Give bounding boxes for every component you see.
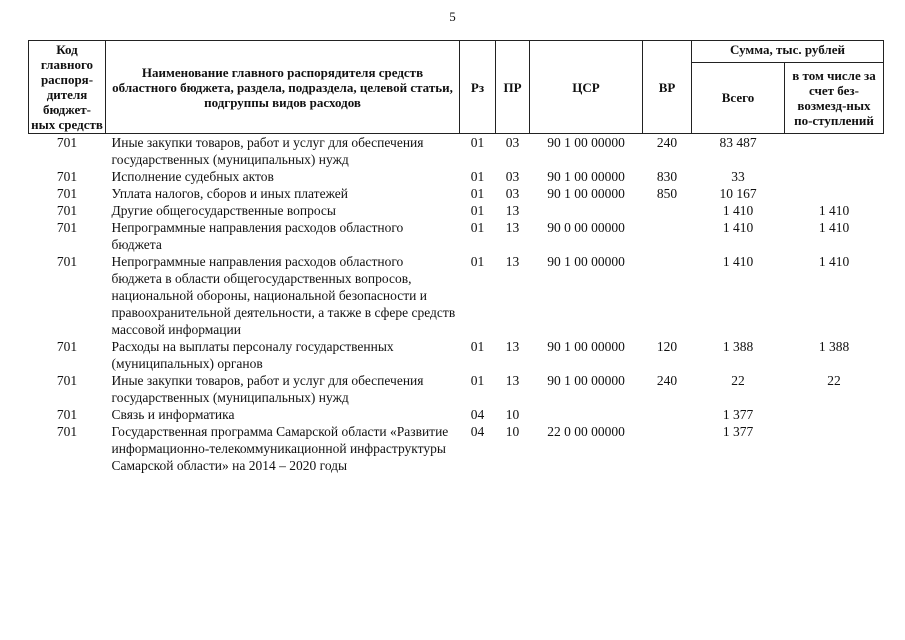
cell-csr: 90 1 00 00000 xyxy=(547,373,625,388)
cell-code: 701 xyxy=(56,254,78,269)
header-free: в том числе за счет без-возмезд-ных по-ступлений xyxy=(785,62,884,133)
cell-free xyxy=(785,406,884,423)
cell-total: 1 377 xyxy=(722,424,754,439)
table-row xyxy=(29,338,884,372)
cell-total: 1 410 xyxy=(722,203,754,218)
cell-pr: 03 xyxy=(505,169,520,184)
cell-name: Расходы на выплаты персоналу государственных (муниципальных) органов xyxy=(111,339,394,371)
page-number: 5 xyxy=(449,9,456,24)
header-code: Код главного распоря-дителя бюджет-ных средств xyxy=(29,41,106,134)
cell-csr xyxy=(530,202,643,219)
cell-pr: 10 xyxy=(505,424,520,439)
cell-name: Исполнение судебных актов xyxy=(111,169,274,184)
cell-pr: 03 xyxy=(505,186,520,201)
cell-vr xyxy=(643,253,692,338)
cell-total: 1 410 xyxy=(722,220,754,235)
cell-total: 33 xyxy=(731,169,745,184)
table-row xyxy=(29,168,884,185)
cell-pr: 13 xyxy=(505,339,520,354)
cell-name: Иные закупки товаров, работ и услуг для обеспечения государственных (муниципальных) нужд xyxy=(111,135,424,167)
cell-code: 701 xyxy=(56,407,78,422)
cell-free xyxy=(785,185,884,202)
cell-csr xyxy=(530,406,643,423)
header-csr: ЦСР xyxy=(530,41,643,134)
table-row xyxy=(29,372,884,406)
cell-vr: 120 xyxy=(656,339,678,354)
cell-total: 1 410 xyxy=(722,254,754,269)
cell-name: Уплата налогов, сборов и иных платежей xyxy=(111,186,348,201)
cell-code: 701 xyxy=(56,169,78,184)
table-body xyxy=(29,134,884,475)
cell-rz: 04 xyxy=(470,424,485,439)
cell-name: Непрограммные направления расходов областного бюджета xyxy=(111,220,404,252)
budget-table xyxy=(28,40,884,474)
cell-vr xyxy=(643,219,692,253)
header-total: Всего xyxy=(692,62,785,133)
cell-name: Непрограммные направления расходов областного бюджета в области общегосударственных вопросов, национальной обороны, национальной безопасности и правоохранительной деятельности, а также в сфере средств массовой информации xyxy=(111,254,456,337)
cell-rz: 04 xyxy=(470,407,485,422)
cell-rz: 01 xyxy=(470,186,485,201)
cell-vr xyxy=(643,406,692,423)
header-pr: ПР xyxy=(496,41,530,134)
cell-name: Другие общегосударственные вопросы xyxy=(111,203,336,218)
cell-code: 701 xyxy=(56,135,78,150)
cell-total: 1 388 xyxy=(722,339,754,354)
cell-pr: 13 xyxy=(505,203,520,218)
cell-total: 1 377 xyxy=(722,407,754,422)
cell-rz: 01 xyxy=(470,203,485,218)
cell-csr: 22 0 00 00000 xyxy=(547,424,625,439)
table-header xyxy=(29,41,884,134)
cell-vr xyxy=(643,423,692,474)
cell-rz: 01 xyxy=(470,339,485,354)
cell-vr: 240 xyxy=(656,135,678,150)
cell-free xyxy=(785,423,884,474)
cell-csr: 90 1 00 00000 xyxy=(547,135,625,150)
table-row xyxy=(29,253,884,338)
cell-csr: 90 1 00 00000 xyxy=(547,254,625,269)
cell-code: 701 xyxy=(56,186,78,201)
header-name: Наименование главного распорядителя средств областного бюджета, раздела, подраздела, целевой статьи, подгруппы видов расходов xyxy=(106,41,460,134)
table-row xyxy=(29,406,884,423)
cell-csr: 90 1 00 00000 xyxy=(547,169,625,184)
cell-free: 22 xyxy=(827,373,841,388)
cell-pr: 03 xyxy=(505,135,520,150)
cell-free xyxy=(785,168,884,185)
cell-pr: 10 xyxy=(505,407,520,422)
cell-rz: 01 xyxy=(470,254,485,269)
cell-free: 1 410 xyxy=(818,254,850,269)
cell-csr: 90 0 00 00000 xyxy=(547,220,625,235)
table-row xyxy=(29,202,884,219)
cell-rz: 01 xyxy=(470,135,485,150)
header-rz: Рз xyxy=(460,41,496,134)
table-row xyxy=(29,185,884,202)
cell-code: 701 xyxy=(56,373,78,388)
table-row xyxy=(29,423,884,474)
cell-code: 701 xyxy=(56,220,78,235)
cell-name: Иные закупки товаров, работ и услуг для обеспечения государственных (муниципальных) нужд xyxy=(111,373,424,405)
cell-total: 83 487 xyxy=(719,135,757,150)
cell-csr: 90 1 00 00000 xyxy=(547,186,625,201)
cell-name: Связь и информатика xyxy=(111,407,235,422)
cell-rz: 01 xyxy=(470,220,485,235)
header-vr: ВР xyxy=(643,41,692,134)
cell-name: Государственная программа Самарской области «Развитие информационно-телекоммуникационной инфраструктуры Самарской области» на 2014 – 2020 годы xyxy=(111,424,449,473)
cell-rz: 01 xyxy=(470,373,485,388)
cell-vr: 830 xyxy=(656,169,678,184)
cell-free: 1 388 xyxy=(818,339,850,354)
cell-code: 701 xyxy=(56,424,78,439)
cell-code: 701 xyxy=(56,203,78,218)
cell-rz: 01 xyxy=(470,169,485,184)
cell-pr: 13 xyxy=(505,254,520,269)
cell-free: 1 410 xyxy=(818,220,850,235)
cell-vr: 240 xyxy=(656,373,678,388)
header-sum: Сумма, тыс. рублей xyxy=(692,41,884,63)
cell-vr xyxy=(643,202,692,219)
cell-pr: 13 xyxy=(505,373,520,388)
cell-total: 10 167 xyxy=(719,186,757,201)
cell-free xyxy=(785,134,884,169)
cell-csr: 90 1 00 00000 xyxy=(547,339,625,354)
cell-total: 22 xyxy=(731,373,745,388)
cell-vr: 850 xyxy=(656,186,678,201)
cell-free: 1 410 xyxy=(818,203,850,218)
cell-pr: 13 xyxy=(505,220,520,235)
cell-code: 701 xyxy=(56,339,78,354)
table-row xyxy=(29,134,884,169)
table-row xyxy=(29,219,884,253)
